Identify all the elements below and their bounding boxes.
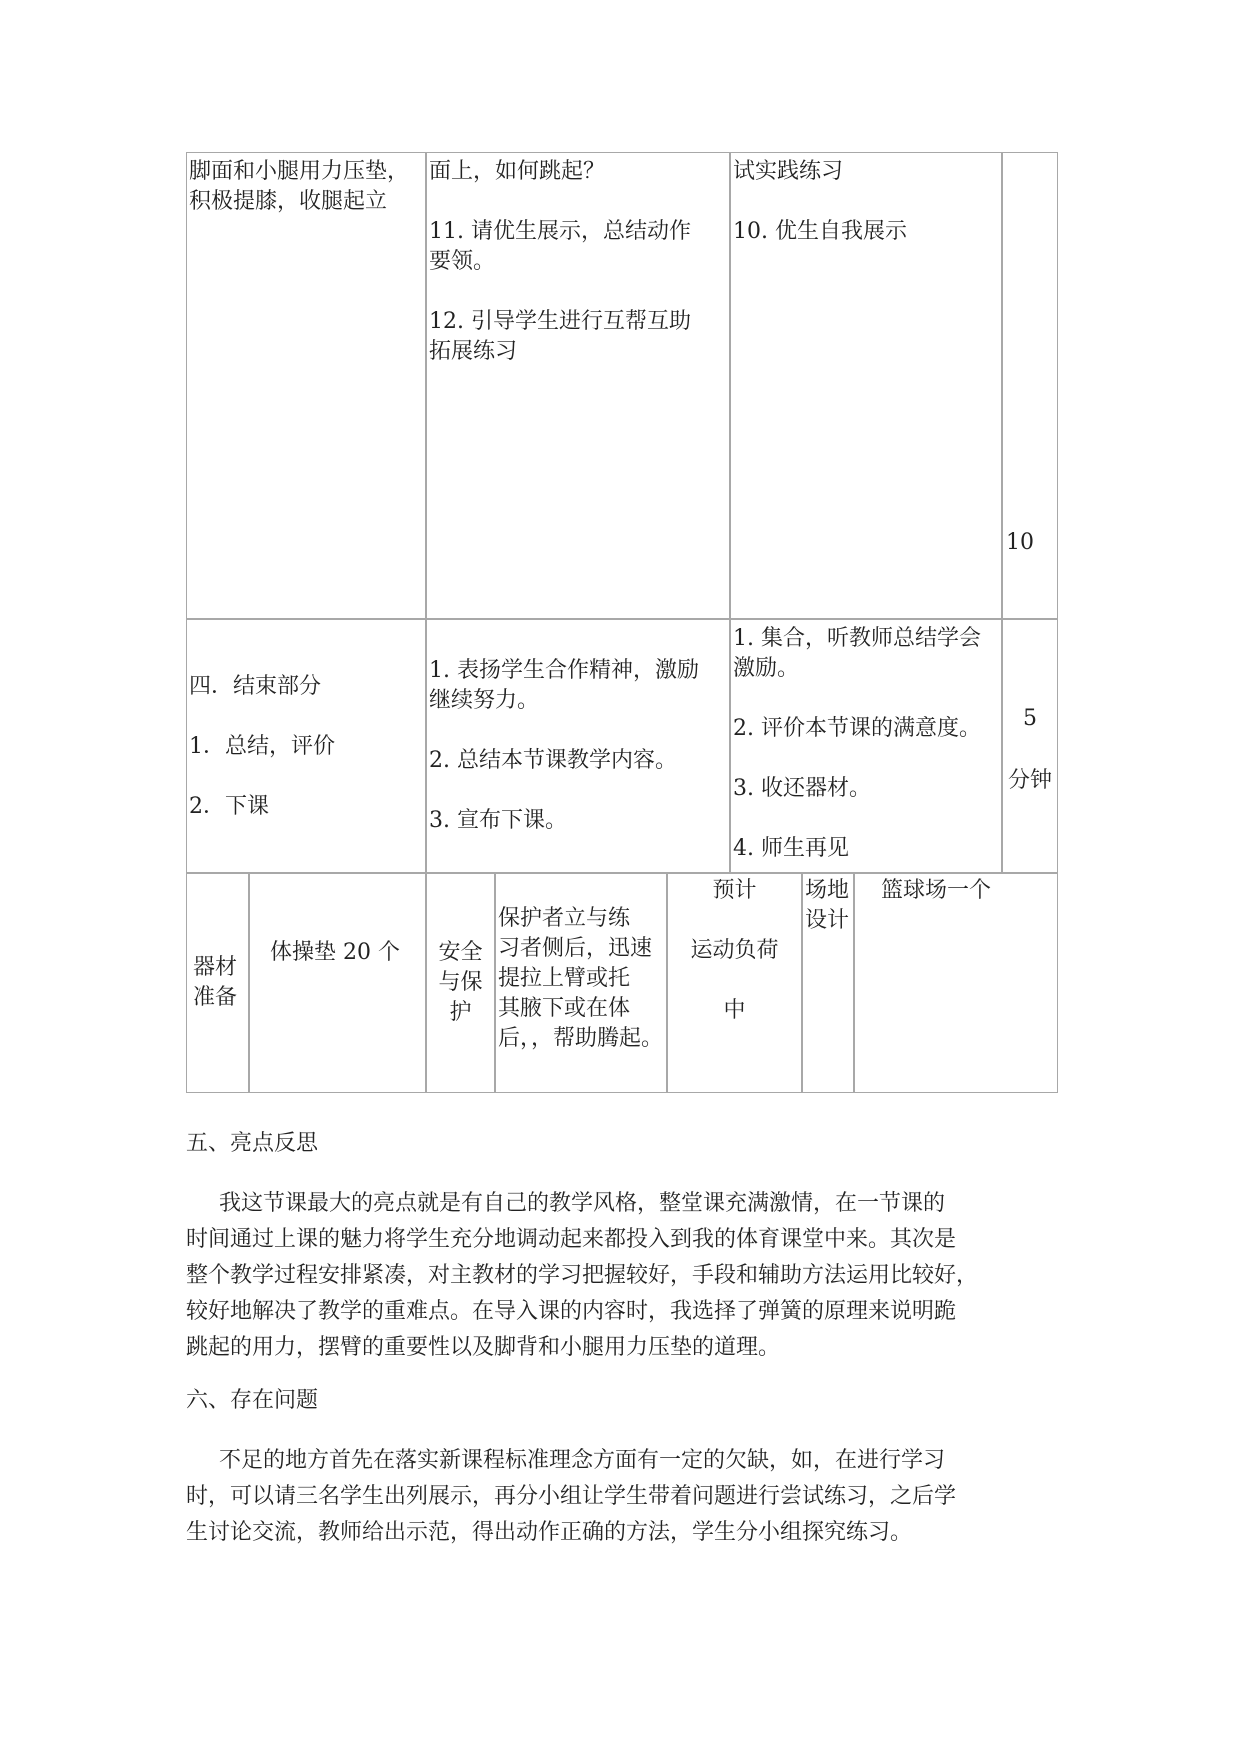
venue-value-cell <box>854 873 1058 1093</box>
text-line: 习者侧后，迅速 <box>498 936 653 961</box>
text-line: 要领。 <box>429 249 496 274</box>
row2-col2 <box>426 619 730 873</box>
text-line: 提拉上臂或托 <box>498 966 631 991</box>
paragraph-line: 生讨论交流，教师给出示范，得出动作正确的方法，学生分小组探究练习。 <box>186 1520 913 1545</box>
row2-col1 <box>186 619 426 873</box>
text-line: 激励。 <box>733 656 800 681</box>
text-line: 2. 评价本节课的满意度。 <box>733 716 981 741</box>
time-unit: 分钟 <box>1007 768 1052 793</box>
text-line: 4. 师生再见 <box>733 836 849 861</box>
text-line: 拓展练习 <box>429 339 518 364</box>
text-line: 试实践练习 <box>733 159 844 184</box>
text-line: 3. 宣布下课。 <box>429 808 567 833</box>
text-line: 12. 引导学生进行互帮互助 <box>429 309 691 334</box>
text-line: 面上，如何跳起？ <box>429 159 606 184</box>
paragraph-line: 不足的地方首先在落实新课程标准理念方面有一定的欠缺，如，在进行学习 <box>219 1448 946 1473</box>
equip-value: 体操垫 20 个 <box>270 940 400 965</box>
load-label: 运动负荷 <box>690 938 779 963</box>
time-value: 10 <box>1006 530 1034 555</box>
safety-label-cell <box>426 873 495 1093</box>
text-line: 安全 <box>438 940 483 965</box>
text-line: 10. 优生自我展示 <box>733 219 907 244</box>
equip-label-cell <box>186 873 249 1093</box>
text-line: 3. 收还器材。 <box>733 776 871 801</box>
row1-col2 <box>426 152 730 619</box>
text-line: 1. 集合，听教师总结学会 <box>733 626 981 651</box>
text-line: 2．下课 <box>189 794 269 819</box>
text-line: 与保 <box>438 970 483 995</box>
section-title: 四．结束部分 <box>189 674 322 699</box>
venue-label-cell <box>802 873 854 1093</box>
paragraph-line: 较好地解决了教学的重难点。在导入课的内容时，我选择了弹簧的原理来说明跪 <box>186 1299 957 1324</box>
paragraph-line: 整个教学过程安排紧凑，对主教材的学习把握较好，手段和辅助方法运用比较好， <box>186 1263 979 1288</box>
text-line: 其腋下或在体 <box>498 996 631 1021</box>
text-line: 准备 <box>193 985 238 1010</box>
paragraph-line: 时，可以请三名学生出列展示，再分小组让学生带着问题进行尝试练习，之后学 <box>186 1484 957 1509</box>
text-line: 脚面和小腿用力压垫， <box>189 159 410 184</box>
text-line: 后，，帮助腾起。 <box>498 1026 664 1051</box>
row1-col3 <box>730 152 1002 619</box>
text-line: 2. 总结本节课教学内容。 <box>429 748 677 773</box>
row2-col4 <box>1002 619 1058 873</box>
row1-col4 <box>1002 152 1058 619</box>
text-line: 设计 <box>805 908 850 933</box>
paragraph-line: 我这节课最大的亮点就是有自己的教学风格，整堂课充满激情，在一节课的 <box>219 1191 946 1216</box>
text-line: 继续努力。 <box>429 688 540 713</box>
text-line: 11. 请优生展示，总结动作 <box>429 219 691 244</box>
paragraph-line: 时间通过上课的魅力将学生充分地调动起来都投入到我的体育课堂中来。其次是 <box>186 1227 957 1252</box>
safety-value-cell <box>495 873 667 1093</box>
section-heading: 五、亮点反思 <box>186 1131 319 1156</box>
venue-value: 篮球场一个 <box>881 878 992 903</box>
load-label: 预计 <box>712 878 757 903</box>
text-line: 器材 <box>193 955 238 980</box>
text-line: 1. 表扬学生合作精神，激励 <box>429 658 699 683</box>
row2-col3 <box>730 619 1002 873</box>
time-value: 5 <box>1023 706 1037 731</box>
section-heading: 六、存在问题 <box>186 1388 319 1413</box>
text-line: 积极提膝，收腿起立 <box>189 189 388 214</box>
text-line: 护 <box>449 1000 472 1025</box>
text-line: 场地 <box>805 878 850 903</box>
equip-value-cell <box>249 873 426 1093</box>
load-cell <box>667 873 802 1093</box>
text-line: 1．总结，评价 <box>189 734 335 759</box>
load-value: 中 <box>723 998 746 1023</box>
paragraph-line: 跳起的用力，摆臂的重要性以及脚背和小腿用力压垫的道理。 <box>186 1335 781 1360</box>
text-line: 保护者立与练 <box>498 906 631 931</box>
row1-col1 <box>186 152 426 619</box>
